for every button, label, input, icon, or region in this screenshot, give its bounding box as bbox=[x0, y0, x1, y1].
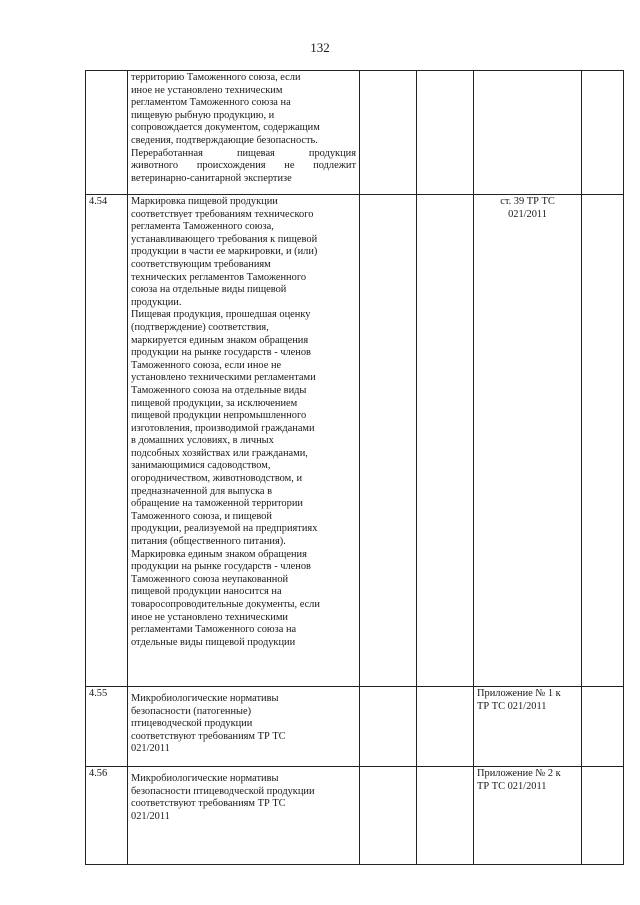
blank-cell bbox=[360, 767, 417, 865]
blank-cell bbox=[360, 195, 417, 687]
table-row bbox=[86, 71, 624, 195]
requirement-text: Микробиологические нормативы безопасности (патогенные) птицеводческой продукции соответствуют требованиям ТР ТС 021/2011 bbox=[131, 693, 286, 755]
requirement-text-cell bbox=[128, 687, 360, 767]
requirement-text-cell bbox=[128, 767, 360, 865]
reference-text: Приложение № 1 к ТР ТС 021/2011 bbox=[477, 688, 561, 712]
requirement-text: территорию Таможенного союза, если иное не установлено техническим регламентом Таможенного союза на пищевую рыбную продукцию, и сопровождается документом, содержащим сведения, подтверждающие безопасность. bbox=[131, 72, 320, 146]
blank-cell bbox=[582, 71, 624, 195]
requirement-text-tail: ветеринарно-санитарной экспертизе bbox=[131, 172, 292, 184]
reference-cell bbox=[474, 767, 582, 865]
item-number-cell: 4.54 bbox=[86, 195, 128, 687]
reference-text: ст. 39 ТР ТС 021/2011 bbox=[500, 196, 555, 220]
requirement-text-justified: Переработанная пищевая продукция bbox=[131, 147, 356, 159]
reference-cell bbox=[474, 71, 582, 195]
blank-cell bbox=[582, 687, 624, 767]
requirement-text: Маркировка пищевой продукции соответствует требованиям технического регламента Таможенного союза, устанавливающего требования к пищевой продукции в части ее маркировки, и (или) соответствующим требованиям технических регламентов Таможенного союза на отдельные виды пищевой продукции. Пищевая продукция, прошедшая оценку (подтверждение) соответствия, маркируется единым знаком обращения продукции на рынке государств - членов Таможенного союза, если иное не установлено техническими регламентами Таможенного союза на отдельные виды пищевой продукции, за исключением пищевой продукции непромышленного изготовления, производимой гражданами в домашних условиях, в личных подсобных хозяйствах или гражданами, занимающимися садоводством, огородничеством, животноводством, и предназначенной для выпуска в обращение на таможенной территории Таможенного союза, и пищевой продукции, реализуемой на предприятиях питания (общественного питания). Маркировка единым знаком обращения продукции на рынке государств - членов Таможенного союза неупакованной пищевой продукции наносится на товаросопроводительные документы, если иное не установлено техническими регламентами Таможенного союза на отдельные виды пищевой продукции bbox=[131, 196, 320, 648]
requirements-table bbox=[85, 70, 624, 865]
blank-cell bbox=[417, 767, 474, 865]
reference-text: Приложение № 2 к ТР ТС 021/2011 bbox=[477, 768, 561, 792]
table-row bbox=[86, 767, 624, 865]
table-row bbox=[86, 195, 624, 687]
item-number-cell bbox=[86, 71, 128, 195]
blank-cell bbox=[417, 71, 474, 195]
blank-cell bbox=[417, 195, 474, 687]
page-number: 132 bbox=[310, 40, 330, 55]
requirement-text-cell bbox=[128, 195, 360, 687]
reference-cell bbox=[474, 687, 582, 767]
blank-cell bbox=[417, 687, 474, 767]
item-number-cell: 4.55 bbox=[86, 687, 128, 767]
requirement-text-cell bbox=[128, 71, 360, 195]
blank-cell bbox=[360, 71, 417, 195]
blank-cell bbox=[360, 687, 417, 767]
requirement-text-justified: животного происхождения не подлежит bbox=[131, 160, 356, 172]
blank-cell bbox=[582, 195, 624, 687]
blank-cell bbox=[582, 767, 624, 865]
requirement-text: Микробиологические нормативы безопасности птицеводческой продукции соответствуют требованиям ТР ТС 021/2011 bbox=[131, 773, 315, 822]
item-number-cell: 4.56 bbox=[86, 767, 128, 865]
reference-cell bbox=[474, 195, 582, 687]
table-row bbox=[86, 687, 624, 767]
